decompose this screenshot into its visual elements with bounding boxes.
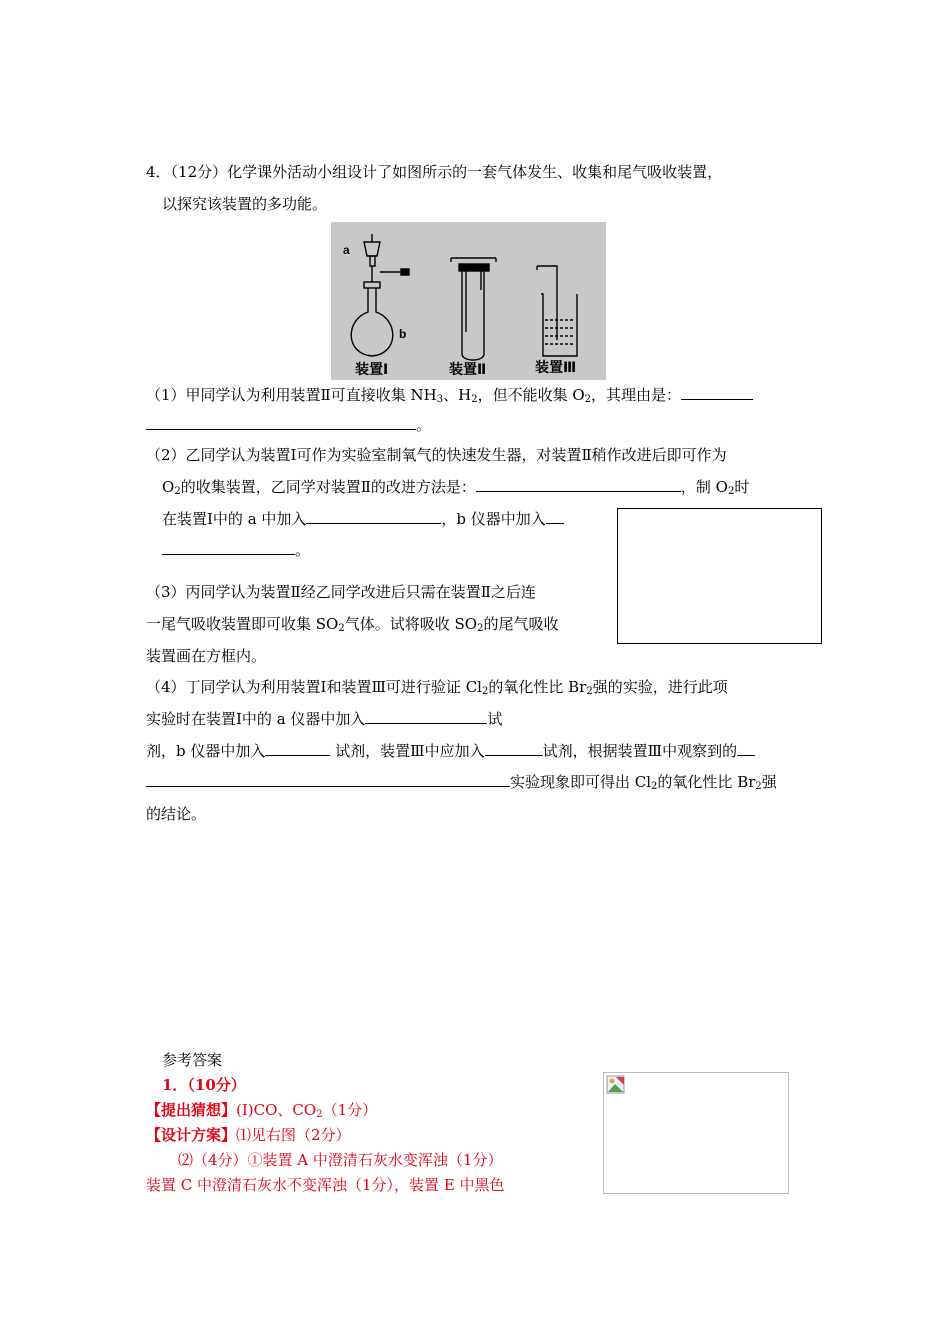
- part-3-line-1: （3）丙同学认为装置Ⅱ经乙同学改进后只需在装置Ⅱ之后连: [146, 583, 536, 601]
- blank-4a[interactable]: [365, 708, 487, 724]
- part-3-line-3: 装置画在方框内。: [146, 647, 267, 665]
- drawing-answer-box[interactable]: [617, 508, 822, 644]
- part-2-line-4: 。: [162, 539, 310, 560]
- beaker-icon: [541, 294, 577, 356]
- answer-title: 参考答案: [162, 1051, 223, 1069]
- apparatus-figure: [331, 222, 606, 380]
- caption-apparatus-3: 装置Ⅲ: [535, 360, 577, 376]
- part-4-line-2: 实验时在装置Ⅰ中的 a 仪器中加入 试: [146, 710, 503, 728]
- apparatus-drawing: [331, 222, 606, 380]
- blank-2b[interactable]: [306, 508, 441, 524]
- part-2-line-1: （2）乙同学认为装置Ⅰ可作为实验室制氧气的快速发生器，对装置Ⅱ稍作改进后即可作为: [146, 446, 727, 464]
- label-a: a: [343, 243, 350, 257]
- question-intro-2: 以探究该装置的多功能。: [162, 195, 328, 213]
- question-intro-1: 化学课外活动小组设计了如图所示的一套气体发生、收集和尾气吸收装置，: [227, 163, 723, 181]
- part-4-line-5: 的结论。: [146, 805, 207, 823]
- answer-line-4: ⑵（4分）①装置 A 中澄清石灰水变浑浊（1分）: [178, 1151, 503, 1169]
- question-number: 4．: [146, 163, 171, 181]
- part-1-line-2: 。: [146, 414, 431, 435]
- part-1-line-1: （1）甲同学认为利用装置Ⅱ可直接收集 $NH_3$、$H_2$，但不能收集 $O_2$，其理由是：: [146, 384, 753, 405]
- blank-1b[interactable]: [146, 414, 416, 430]
- answer-line-2: 【提出猜想】(Ⅰ)CO、$CO_2(1$分）: [146, 1101, 378, 1120]
- answer-figure-placeholder: [603, 1072, 789, 1194]
- funnel-icon: [364, 242, 380, 256]
- question-header: [146, 162, 722, 182]
- part-4-line-3: 剂，b 仪器中加入 试剂，装置Ⅲ中应加入 试剂，根据装置Ⅲ中观察到的: [146, 740, 755, 761]
- blank-2c[interactable]: [546, 508, 564, 524]
- part-2-line-2: $O_2$的收集装置，乙同学对装置Ⅱ的改进方法是： ，制 $O_2$时: [162, 478, 750, 497]
- part-4-line-1: （4）丁同学认为利用装置Ⅰ和装置Ⅲ可进行验证 $Cl_2$的氧化性比 $Br_2$强的实验，进行此项: [146, 678, 728, 697]
- broken-image-icon: [606, 1075, 626, 1095]
- blank-2d[interactable]: [162, 539, 295, 555]
- blank-4c[interactable]: [485, 740, 543, 756]
- caption-apparatus-1: 装置Ⅰ: [355, 362, 389, 378]
- blank-1a[interactable]: [681, 384, 753, 400]
- part-3-line-2: 一尾气吸收装置即可收集 $SO_2$气体。试将吸收 $SO_2$的尾气吸收: [146, 615, 559, 634]
- answer-line-5: 装置 C 中澄清石灰水不变浑浊（1分），装置 E 中黑色: [146, 1176, 505, 1194]
- label-b: b: [399, 327, 407, 341]
- answer-line-1: 1．（10分）: [162, 1076, 246, 1094]
- part-2-line-3: 在装置Ⅰ中的 a 中加入 ，b 仪器中加入: [162, 508, 564, 529]
- blank-4d[interactable]: [737, 740, 755, 756]
- round-flask-icon: [351, 288, 393, 356]
- blank-4b[interactable]: [265, 740, 330, 756]
- caption-apparatus-2: 装置Ⅱ: [449, 362, 487, 378]
- part-4-line-4: 实验现象即可得出 $Cl_2$的氧化性比 $Br_2$强: [146, 771, 777, 792]
- question-score: （12分）: [170, 163, 228, 181]
- answer-line-3: 【设计方案】⑴见右图（2分）: [146, 1126, 351, 1144]
- blank-2a[interactable]: [476, 476, 681, 492]
- blank-4e[interactable]: [146, 771, 510, 787]
